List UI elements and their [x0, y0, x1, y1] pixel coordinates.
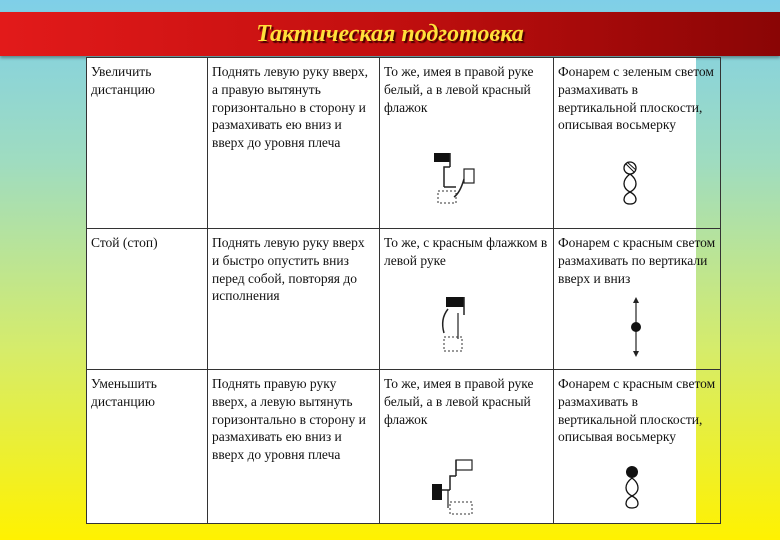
- night-signal-text: Фонарем с зеленым светом размахивать в вертикальной плоскости, описывая восьмерку: [558, 64, 714, 133]
- figure-eight-green-icon: [618, 158, 642, 206]
- flag-stop-icon: [436, 295, 476, 357]
- night-signal-cell: [554, 229, 721, 370]
- vertical-swing-red-icon: [628, 297, 644, 357]
- night-signal-cell: [554, 58, 721, 229]
- table-row: [87, 229, 721, 370]
- day-signal-cell: Поднять левую руку вверх, а правую вытянуть горизонтально в сторону и размахивать ею вниз и вверх до уровня плеча: [208, 58, 380, 229]
- flag-signal-cell: [380, 370, 554, 524]
- night-signal-text: Фонарем с красным светом размахивать в вертикальной плоскости, описывая восьмерку: [558, 376, 716, 445]
- page-title: Тактическая подготовка: [256, 21, 524, 47]
- figure-eight-red-icon: [620, 462, 644, 512]
- night-signal-text: Фонарем с красным светом размахивать по вертикали вверх и вниз: [558, 235, 716, 286]
- command-cell: Стой (стоп): [87, 229, 208, 370]
- command-cell: Уменьшить дистанцию: [87, 370, 208, 524]
- flag-signal-text: То же, имея в правой руке белый, а в левой красный флажок: [384, 64, 534, 115]
- table-row: [87, 58, 721, 229]
- flag-raise-left-icon: [430, 151, 480, 209]
- table-row: [87, 370, 721, 524]
- signals-table: [86, 57, 721, 524]
- flag-signal-cell: [380, 229, 554, 370]
- flag-signal-text: То же, с красным флажком в левой руке: [384, 235, 548, 268]
- day-signal-cell: Поднять левую руку вверх и быстро опустить вниз перед собой, повторяя до исполнения: [208, 229, 380, 370]
- title-bar: [0, 12, 780, 56]
- flag-signal-cell: [380, 58, 554, 229]
- day-signal-cell: Поднять правую руку вверх, а левую вытянуть горизонтально в сторону и размахивать ею вниз и вверх до уровня плеча: [208, 370, 380, 524]
- signals-table-container: [86, 57, 716, 523]
- flag-signal-text: То же, имея в правой руке белый, а в левой красный флажок: [384, 376, 534, 427]
- flag-raise-right-icon: [428, 458, 480, 520]
- night-signal-cell: [554, 370, 721, 524]
- command-cell: Увеличить дистанцию: [87, 58, 208, 229]
